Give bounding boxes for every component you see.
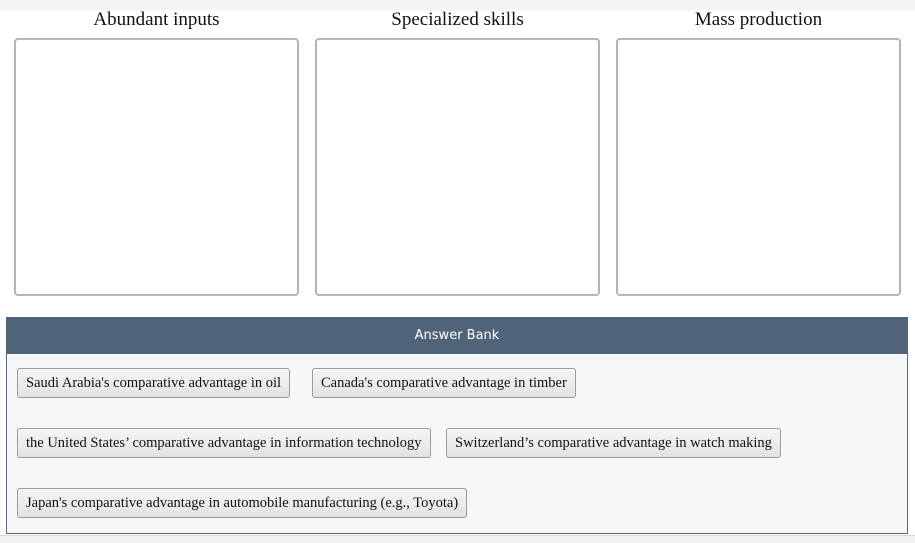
- drop-zone-abundant-inputs[interactable]: [14, 38, 299, 296]
- answer-chip-saudi-arabia-oil[interactable]: Saudi Arabia's comparative advantage in oil: [17, 368, 290, 398]
- answer-bank-header: Answer Bank: [7, 318, 907, 354]
- category-abundant-inputs: [14, 6, 299, 34]
- answer-chip-us-information-technology[interactable]: the United States’ comparative advantage in information technology: [17, 428, 431, 458]
- answer-chip-japan-automobile[interactable]: Japan's comparative advantage in automobile manufacturing (e.g., Toyota): [17, 488, 467, 518]
- category-mass-production: [616, 6, 901, 34]
- drop-zone-mass-production[interactable]: [616, 38, 901, 296]
- category-title: Mass production: [694, 9, 823, 30]
- category-title: Abundant inputs: [93, 9, 220, 30]
- category-specialized-skills: [315, 6, 600, 34]
- answer-chip-switzerland-watch-making[interactable]: Switzerland’s comparative advantage in watch making: [446, 428, 781, 458]
- bottom-strip: [0, 535, 915, 543]
- answer-bank: [6, 317, 908, 534]
- answer-chip-canada-timber[interactable]: Canada's comparative advantage in timber: [312, 368, 576, 398]
- category-title: Specialized skills: [391, 9, 524, 30]
- drop-zone-specialized-skills[interactable]: [315, 38, 600, 296]
